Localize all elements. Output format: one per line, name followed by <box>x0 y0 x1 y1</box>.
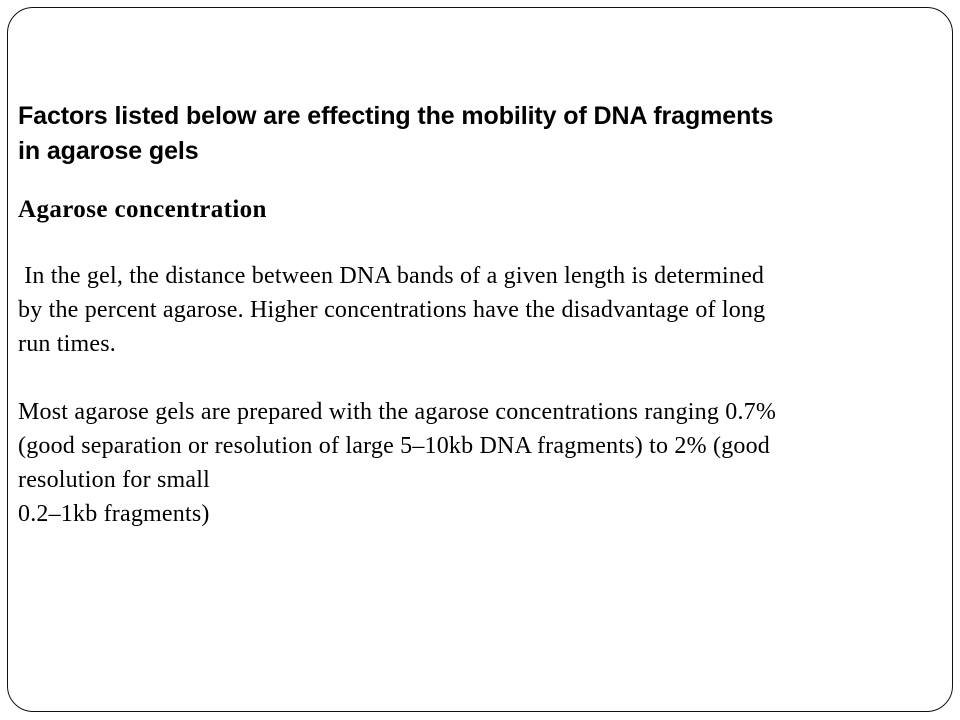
paragraph-line: resolution for small <box>18 467 210 493</box>
title-line: in agarose gels <box>18 137 199 165</box>
paragraph-line: by the percent agarose. Higher concentrations have the disadvantage of long <box>18 297 766 323</box>
title-line: Factors listed below are effecting the mobility of DNA fragments <box>18 102 774 130</box>
slide-frame <box>7 7 953 712</box>
paragraph-concentration-range <box>18 395 948 531</box>
slide-title <box>18 99 948 169</box>
paragraph-percent-agarose <box>18 259 948 361</box>
paragraph-line: (good separation or resolution of large 5–10kb DNA fragments) to 2% (good <box>18 433 771 459</box>
slide-content <box>18 99 948 531</box>
paragraph-line: In the gel, the distance between DNA bands of a given length is determined <box>18 263 765 289</box>
paragraph-line: run times. <box>18 331 116 357</box>
section-heading: Agarose concentration <box>18 196 267 223</box>
paragraph-line: Most agarose gels are prepared with the agarose concentrations ranging 0.7% <box>18 399 777 425</box>
paragraph-line: 0.2–1kb fragments) <box>18 501 210 527</box>
